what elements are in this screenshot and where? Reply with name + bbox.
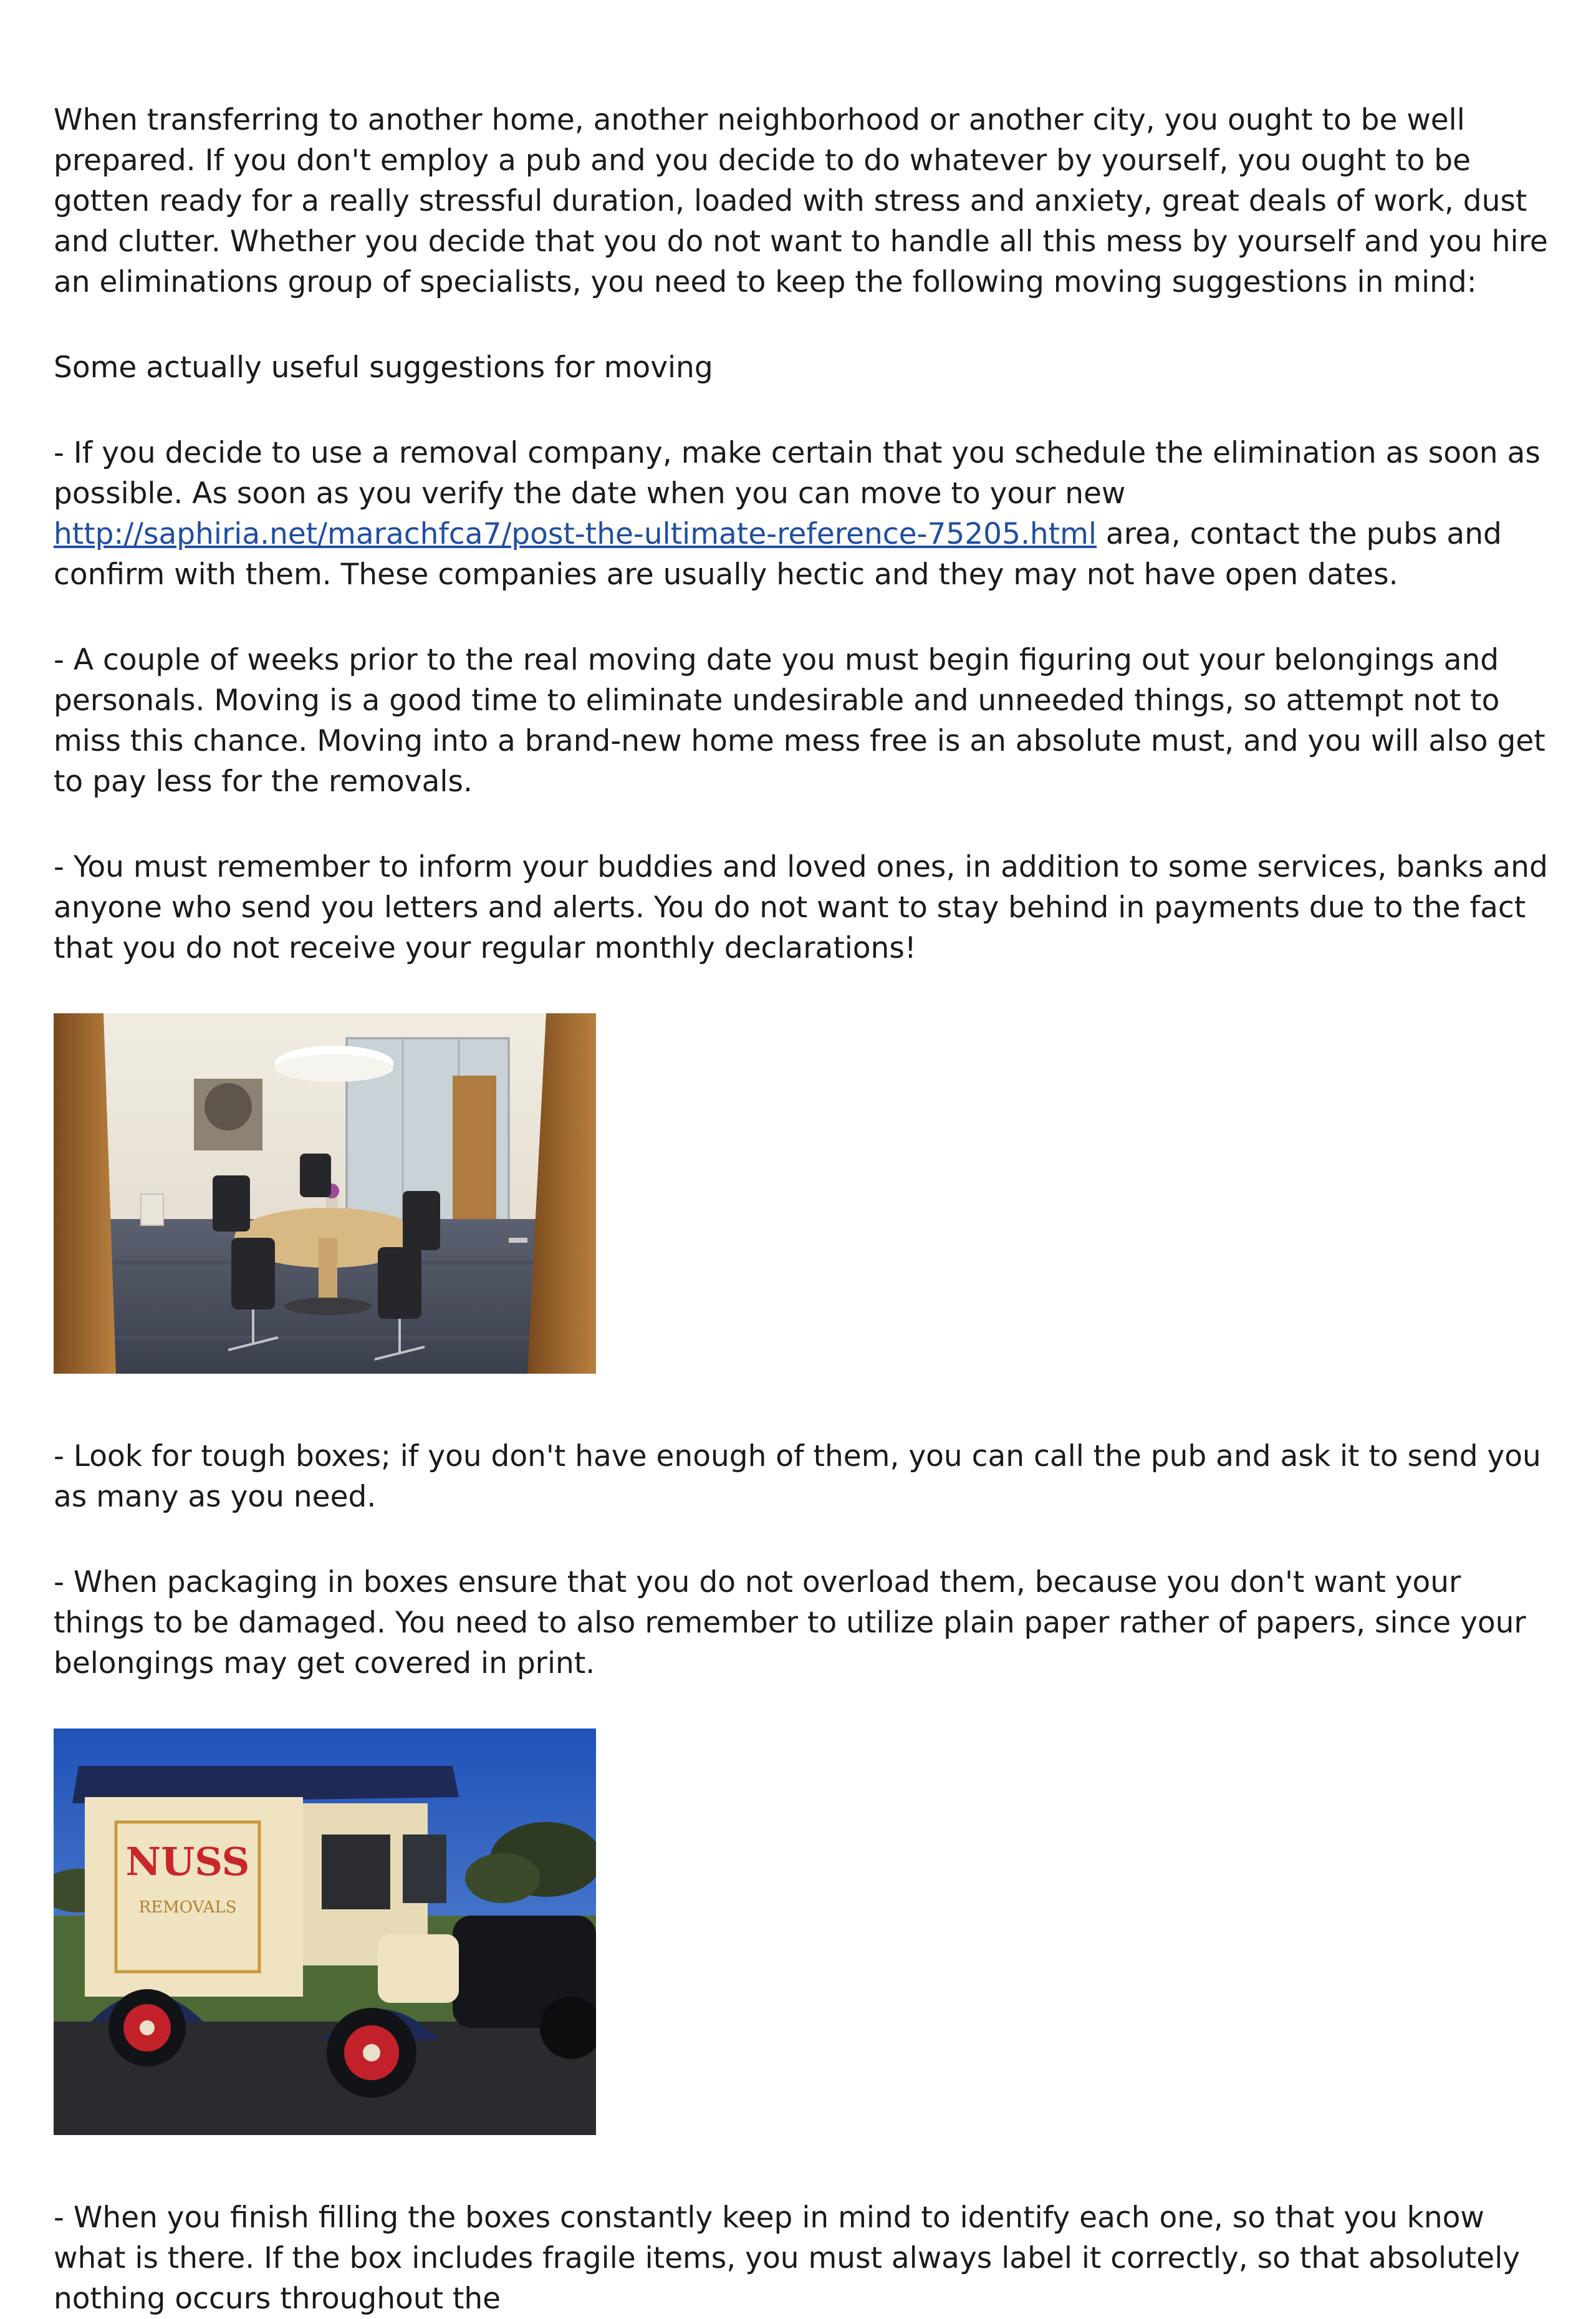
paragraph-sorting: - A couple of weeks prior to the real moving date you must begin figuring out your belongings and personals. Moving is a good time to eliminate undesirable and unneeded things, so attempt not to miss this chance. Moving into a brand-new home mess free is an absolute must, and you will also get to pay less for the removals.	[54, 643, 1546, 799]
paragraph-heading: Some actually useful suggestions for moving	[54, 350, 713, 385]
removal-truck-photo	[54, 1728, 596, 2135]
paragraph-boxes: - Look for tough boxes; if you don't have enough of them, you can call the pub and ask it to send you as many as you need.	[54, 1439, 1541, 1514]
paragraph-packaging: - When packaging in boxes ensure that you do not overload them, because you don't want your things to be damaged. You need to also remember to utilize plain paper rather of papers, since your belongings may get covered in print.	[54, 1565, 1526, 1680]
paragraph-inform: - You must remember to inform your buddies and loved ones, in addition to some services, banks and anyone who send you letters and alerts. You do not want to stay behind in payments due to the fact that you do not receive your regular monthly declarations!	[54, 850, 1548, 965]
paragraph-text: - If you decide to use a removal company, make certain that you schedule the elimination as soon as possible. As soon as you verify the date when you can move to your new	[54, 436, 1541, 511]
document-body	[54, 100, 1550, 2319]
reference-link[interactable]: http://saphiria.net/marachfca7/post-the-ultimate-reference-75205.html	[54, 517, 1097, 551]
paragraph-intro: When transferring to another home, another neighborhood or another city, you ought to be well prepared. If you don't employ a pub and you decide to do whatever by yourself, you ought to be gotten ready for a really stressful duration, loaded with stress and anxiety, great deals of work, dust and clutter. Whether you decide that you do not want to handle all this mess by yourself and you hire an eliminations group of specialists, you need to keep the following moving suggestions in mind:	[54, 103, 1548, 299]
paragraph-labeling: - When you finish filling the boxes constantly keep in mind to identify each one, so that you know what is there. If the box includes fragile items, you must always label it correctly, so that absolutely nothing occurs throughout the	[54, 2201, 1521, 2316]
meeting-room-photo	[54, 1013, 596, 1374]
paragraph-text: area, contact the pubs and confirm with them. These companies are usually hectic and they may not have open dates.	[54, 517, 1502, 592]
truck-sub-text: REMOVALS	[138, 1898, 237, 1917]
paragraph-schedule	[54, 433, 1550, 595]
truck-brand-text: NUSS	[125, 1839, 250, 1884]
